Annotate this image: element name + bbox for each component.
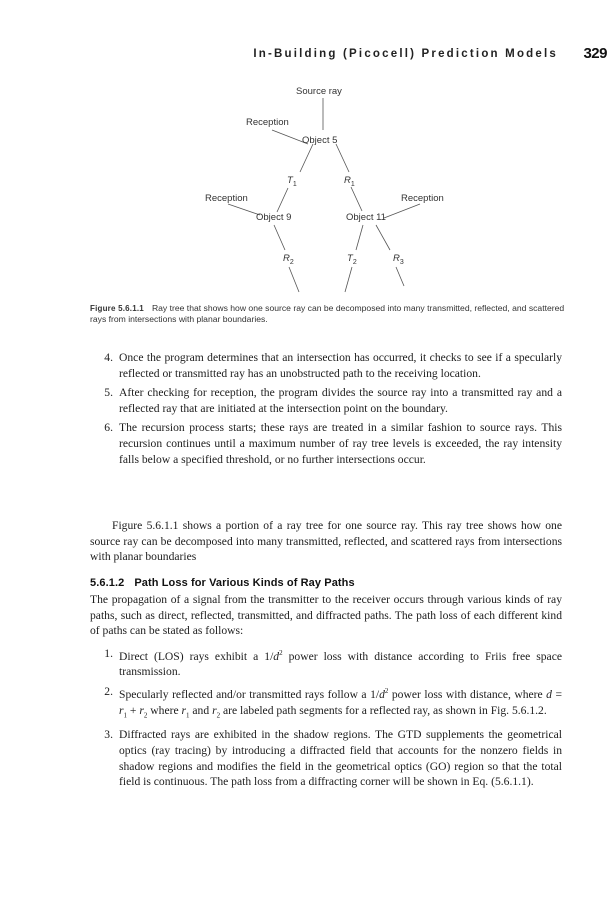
edge-r1-object11 [351,187,362,211]
list-item-number: 2. [104,685,113,699]
edge-r3-end [396,267,404,286]
object5-label: Object 5 [302,135,338,146]
figure-caption [90,303,568,325]
list-item-number: 5. [104,386,113,400]
list-item-number: 6. [104,421,113,435]
page-number: 329 [583,45,607,62]
algorithm-steps-list [90,350,562,471]
ray-tree-figure [0,80,613,300]
section-heading [90,577,355,589]
running-head-title: In-Building (Picocell) Prediction Models [253,48,558,60]
body-paragraph-path-loss: The propagation of a signal from the transmitter to the receiver occurs through various kinds of ray paths, such as direct, reflected, transmitted, and diffracted paths. The path loss of each different kind of paths can be stated as follows: [90,593,562,638]
edge-object9-r2 [274,225,285,250]
list-item-text: After checking for reception, the program divides the source ray into a transmitted ray and a reflected ray that are initiated at the intersection point on the boundary. [119,386,562,415]
list-item-number: 3. [104,728,113,742]
list-item-text: Specularly reflected and/or transmitted rays follow a $1/d^2$ power loss with distance, where $d = r_1 + r_2$ where $r_1$ and $r_2$ are labeled path segments for a reflected ray, as shown in Fig. 5.6.1.2. [119,687,562,719]
reception-label-left: Reception [205,193,248,204]
body-paragraph-figure-ref: Figure 5.6.1.1 shows a portion of a ray tree for one source ray. This ray tree shows how one source ray can be decomposed into many transmitted, reflected, and scattered rays from intersections with planar boundaries [90,519,562,564]
edge-object11-t2 [356,225,363,250]
t2-label: $T_2$ [347,253,357,266]
path-loss-list [90,646,562,794]
r3-label: $R_3$ [393,253,404,266]
r1-label: $R_1$ [344,175,355,188]
ray-tree-lines [0,80,613,300]
section-title: Path Loss for Various Kinds of Ray Paths [134,577,355,589]
object11-label: Object 11 [346,212,386,223]
list-item [90,727,562,789]
list-item-number: 4. [104,351,113,364]
edge-object5-r1 [336,144,349,172]
list-item [90,385,562,416]
t1-label: $T_1$ [287,175,297,188]
edge-object5-t1 [300,144,313,172]
running-head [0,44,613,64]
object9-label: Object 9 [256,212,292,223]
edge-t1-object9 [277,188,288,212]
list-item-number: 1. [104,647,113,660]
edge-reception-object11 [384,204,420,218]
caption-label: Figure 5.6.1.1 [90,304,144,313]
source-ray-label: Source ray [296,86,342,97]
list-item [90,684,562,723]
reception-label-top: Reception [246,117,289,128]
edge-r2-end [289,267,299,292]
caption-text: Ray tree that shows how one source ray can be decomposed into many transmitted, reflected, and scattered rays from intersections with planar boundaries. [90,303,565,324]
list-item-text: Diffracted rays are exhibited in the shadow regions. The GTD supplements the geometrical optics (ray tracing) by introducing a diffracted field that accounts for the nonzero fields in shadow regions and modifies the field in the geometrical optics (GO) region so that the total field is continuous. The path loss from a diffracting corner will be shown in Eq. (5.6.1.1). [119,728,562,789]
list-item [90,420,562,467]
edge-t2-end [345,267,352,292]
r2-label: $R_2$ [283,253,294,266]
list-item [90,646,562,680]
section-number: 5.6.1.2 [90,577,125,589]
list-item-text: The recursion process starts; these rays are treated in a similar fashion to source rays. This recursion continues until a maximum number of ray tree levels is exceeded, the ray intensity falls below a specified threshold, or no further intersections occur. [119,421,562,466]
list-item [90,350,562,381]
edge-object11-r3 [376,225,390,250]
list-item-text: Once the program determines that an intersection has occurred, it checks to see if a specularly reflected or transmitted ray has an unobstructed path to the receiving location. [119,351,562,380]
reception-label-right: Reception [401,193,444,204]
list-item-text: Direct (LOS) rays exhibit a $1/d^2$ power loss with distance according to Friis free space transmission. [119,649,562,679]
